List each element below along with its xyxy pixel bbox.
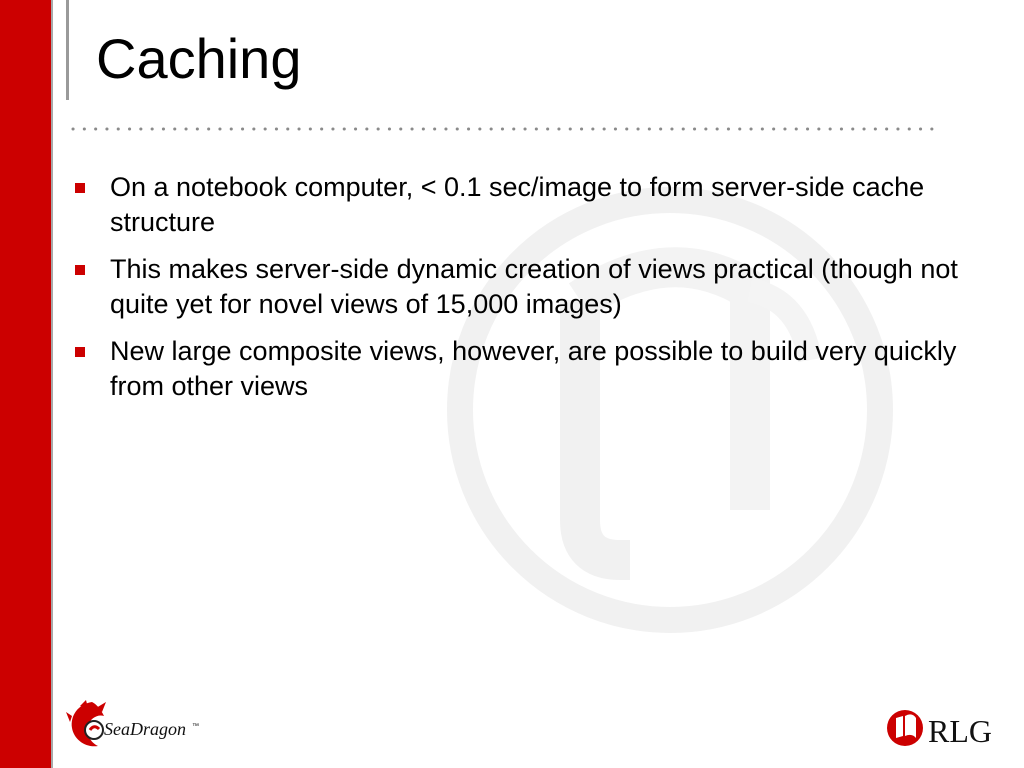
rlg-logo xyxy=(886,706,996,750)
seadragon-dragon-icon xyxy=(66,700,106,746)
title-vertical-rule xyxy=(66,0,69,100)
left-bar-shadow xyxy=(51,0,53,768)
bullet-item xyxy=(72,334,992,404)
square-bullet-icon xyxy=(75,183,85,193)
square-bullet-icon xyxy=(75,265,85,275)
left-accent-bar xyxy=(0,0,51,768)
dotted-divider xyxy=(70,126,942,132)
seadragon-wordmark: SeaDragon xyxy=(104,719,186,739)
bullet-list xyxy=(72,170,992,416)
bullet-text: On a notebook computer, < 0.1 sec/image to form server-side cache structure xyxy=(110,172,925,237)
bullet-text: This makes server-side dynamic creation of views practical (though not quite yet for novel views of 15,000 images) xyxy=(110,254,958,319)
bullet-text: New large composite views, however, are possible to build very quickly from other views xyxy=(110,336,957,401)
square-bullet-icon xyxy=(75,347,85,357)
bullet-item xyxy=(72,252,992,322)
trademark-symbol: ™ xyxy=(192,723,199,730)
rlg-book-icon xyxy=(887,710,923,746)
seadragon-logo xyxy=(66,698,206,752)
slide-title: Caching xyxy=(96,27,302,90)
bullet-item xyxy=(72,170,992,240)
rlg-wordmark: RLG xyxy=(928,713,992,749)
